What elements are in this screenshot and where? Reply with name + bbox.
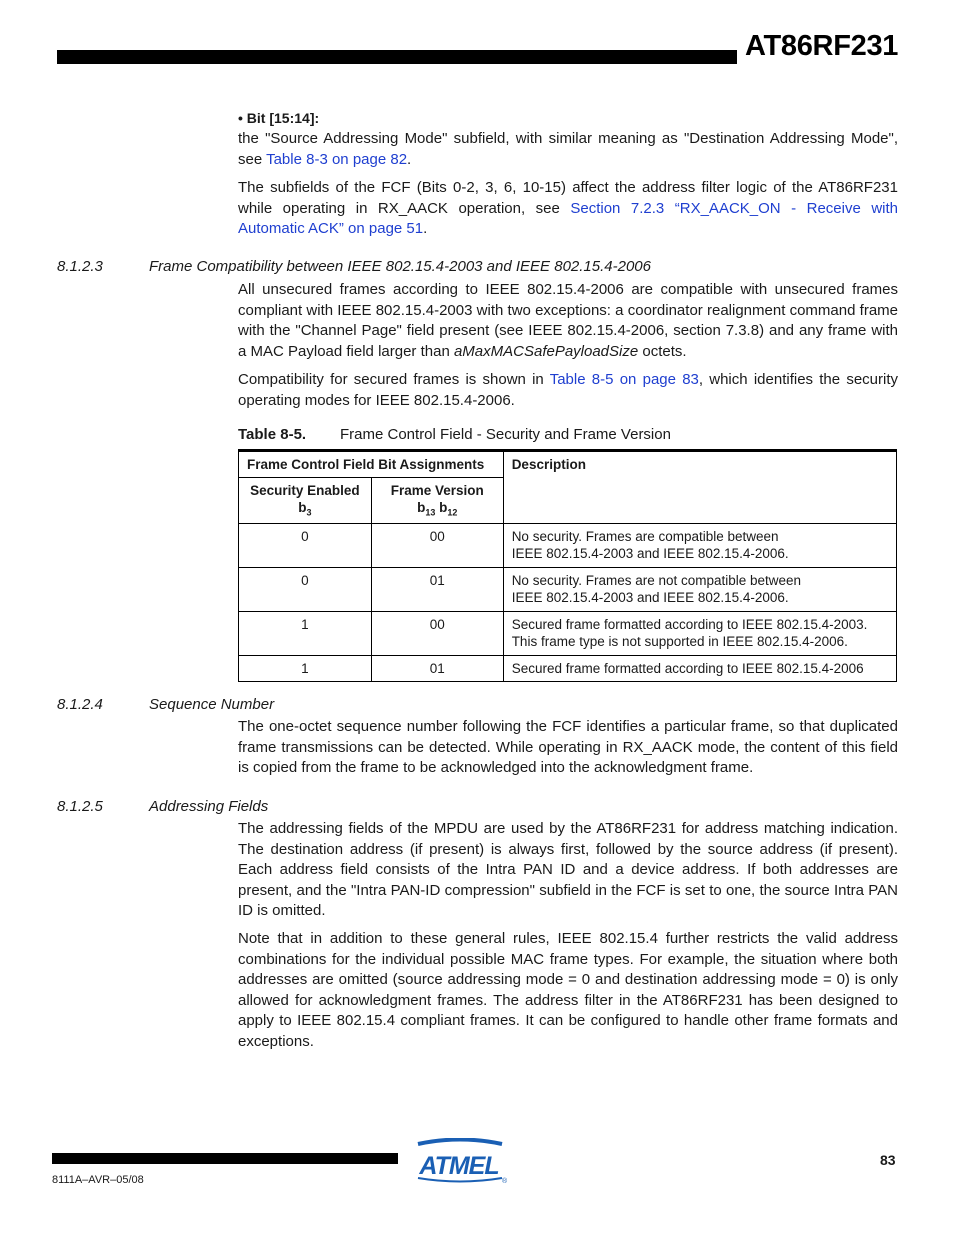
text: the "Source Addressing Mode" subfield, with similar meaning as "Destination Addressing Mode", see [238,130,898,168]
secured-compat-paragraph [238,370,898,411]
table-row [239,568,897,612]
section-title: Frame Compatibility between IEEE 802.15.4-2003 and IEEE 802.15.4-2006 [149,258,651,275]
table-caption [238,426,671,443]
cell-description [503,568,896,612]
addressing-note-paragraph: Note that in addition to these general rules, IEEE 802.15.4 further restricts the valid address combinations for the individual possible MAC frame types. For example, the situation where both addresses are omitted (source addressing mode = 0 and destination addressing mode = 0) is only allowed for acknowledgment frames. The address filter in the AT86RF231 has been designed to apply to IEEE 802.15.4 compliant frames. It can be configured to handle other frame formats and exceptions. [238,930,898,1050]
compat-paragraph [238,280,898,362]
table-number: Table 8-5. [238,426,307,443]
desc-line: No security. Frames are not compatible between [511,573,802,588]
section-heading-8-1-2-3 [57,258,651,275]
desc-line: IEEE 802.15.4-2003 and IEEE 802.15.4-2006. [511,590,789,605]
cell-security: 1 [239,656,372,682]
bit-subscript: 13 [425,507,436,518]
bit-letter: b [298,500,307,515]
cell-version: 01 [371,656,503,682]
bit-subscript: 12 [447,507,458,518]
atmel-logo-graphic [412,1138,508,1184]
addressing-paragraph: The addressing fields of the MPDU are used by the AT86RF231 for address matching indication. The destination address (if present) is always first, followed by the source address (if present). Each address field consists of the Intra PAN ID and a device address. If both addresses are present, and the "Intra PAN-ID compression" subfield in the FCF is set to one, the source Intra PAN ID is omitted. [238,820,898,919]
cell-security: 0 [239,568,372,612]
text: . [423,220,428,237]
table-title: Frame Control Field - Security and Frame Version [340,426,671,443]
section-number: 8.1.2.3 [57,258,103,275]
text: . [407,150,412,168]
section-heading-8-1-2-4 [57,696,274,713]
header-bar [57,50,737,64]
header-text: Frame Version [390,483,484,498]
cell-version: 01 [371,568,503,612]
bullet: • [238,110,243,126]
desc-line: Secured frame formatted according to IEEE 802.15.4-2006 [511,661,864,676]
footer-bar [52,1153,398,1164]
bit-item-heading [238,108,319,129]
header-frame-version [371,478,503,524]
table-row [239,656,897,682]
header-description: Description [503,451,896,524]
atmel-logo [412,1138,508,1189]
cell-security: 1 [239,612,372,656]
desc-line: Secured frame formatted according to IEEE 802.15.4-2003. [511,617,868,632]
sequence-number-paragraph: The one-octet sequence number following the FCF identifies a particular frame, so that duplicated frame transmissions can be detected. While operating in RX_AACK mode, the content of this field is copied from the frame to be acknowledged into the acknowledgment frame. [238,718,898,776]
bit-item-label: Bit [15:14]: [246,110,320,126]
table-row [239,524,897,568]
cell-description [503,656,896,682]
section-title: Sequence Number [149,696,275,713]
section-number: 8.1.2.4 [57,696,103,713]
desc-line: No security. Frames are compatible between [511,529,779,544]
text: Compatibility for secured frames is shown in [238,371,550,388]
text: octets. [638,342,687,360]
cell-version: 00 [371,612,503,656]
desc-line: This frame type is not supported in IEEE 802.15.4-2006. [511,634,848,649]
link-section-7-2-3[interactable]: Section 7.2.3 “RX_AACK_ON - Receive with Automatic ACK” on page 51 [238,199,898,237]
link-table-8-5[interactable]: Table 8-5 on page 83 [549,371,699,388]
logo-wordmark: ATMEL [419,1152,499,1180]
header-security-enabled [239,478,372,524]
bit-letter: b [435,500,448,515]
document-title: AT86RF231 [745,30,899,62]
page-number: 83 [880,1152,896,1168]
cell-security: 0 [239,524,372,568]
bit-item-text [238,129,898,170]
cell-description [503,524,896,568]
cell-description [503,612,896,656]
document-id: 8111A–AVR–05/08 [52,1174,144,1186]
desc-line: IEEE 802.15.4-2003 and IEEE 802.15.4-2006. [511,546,789,561]
header-text: Security Enabled [250,483,360,498]
cell-version: 00 [371,524,503,568]
section-title: Addressing Fields [149,798,269,815]
section-heading-8-1-2-5 [57,798,268,815]
fcf-paragraph [238,178,898,240]
frame-control-table [238,449,897,682]
logo-registered-mark: ® [502,1178,508,1184]
bit-subscript: 3 [306,507,312,518]
bit-letter: b [417,500,426,515]
header-bit-assignments: Frame Control Field Bit Assignments [239,451,504,478]
logo-arc [418,1140,502,1145]
emphasis: aMaxMACSafePayloadSize [453,342,639,360]
link-table-8-3[interactable]: Table 8-3 on page 82 [266,150,408,168]
text: All unsecured frames according to IEEE 802.15.4-2006 are compatible with unsecured frames compliant with IEEE 802.15.4-2003 with two exceptions: a coordinator realignment command frame with the "Channel Page" field present (see IEEE 802.15.4-2006, section 7.3.8) and any frame with a MAC Payload field larger than [238,281,898,360]
section-number: 8.1.2.5 [57,798,103,815]
table-row [239,612,897,656]
text: , which identifies the security operating modes for IEEE 802.15.4-2006. [238,371,899,409]
text: The subfields of the FCF (Bits 0-2, 3, 6, 10-15) affect the address filter logic of the AT86RF231 while operating in RX_AACK operation, see [238,179,898,217]
